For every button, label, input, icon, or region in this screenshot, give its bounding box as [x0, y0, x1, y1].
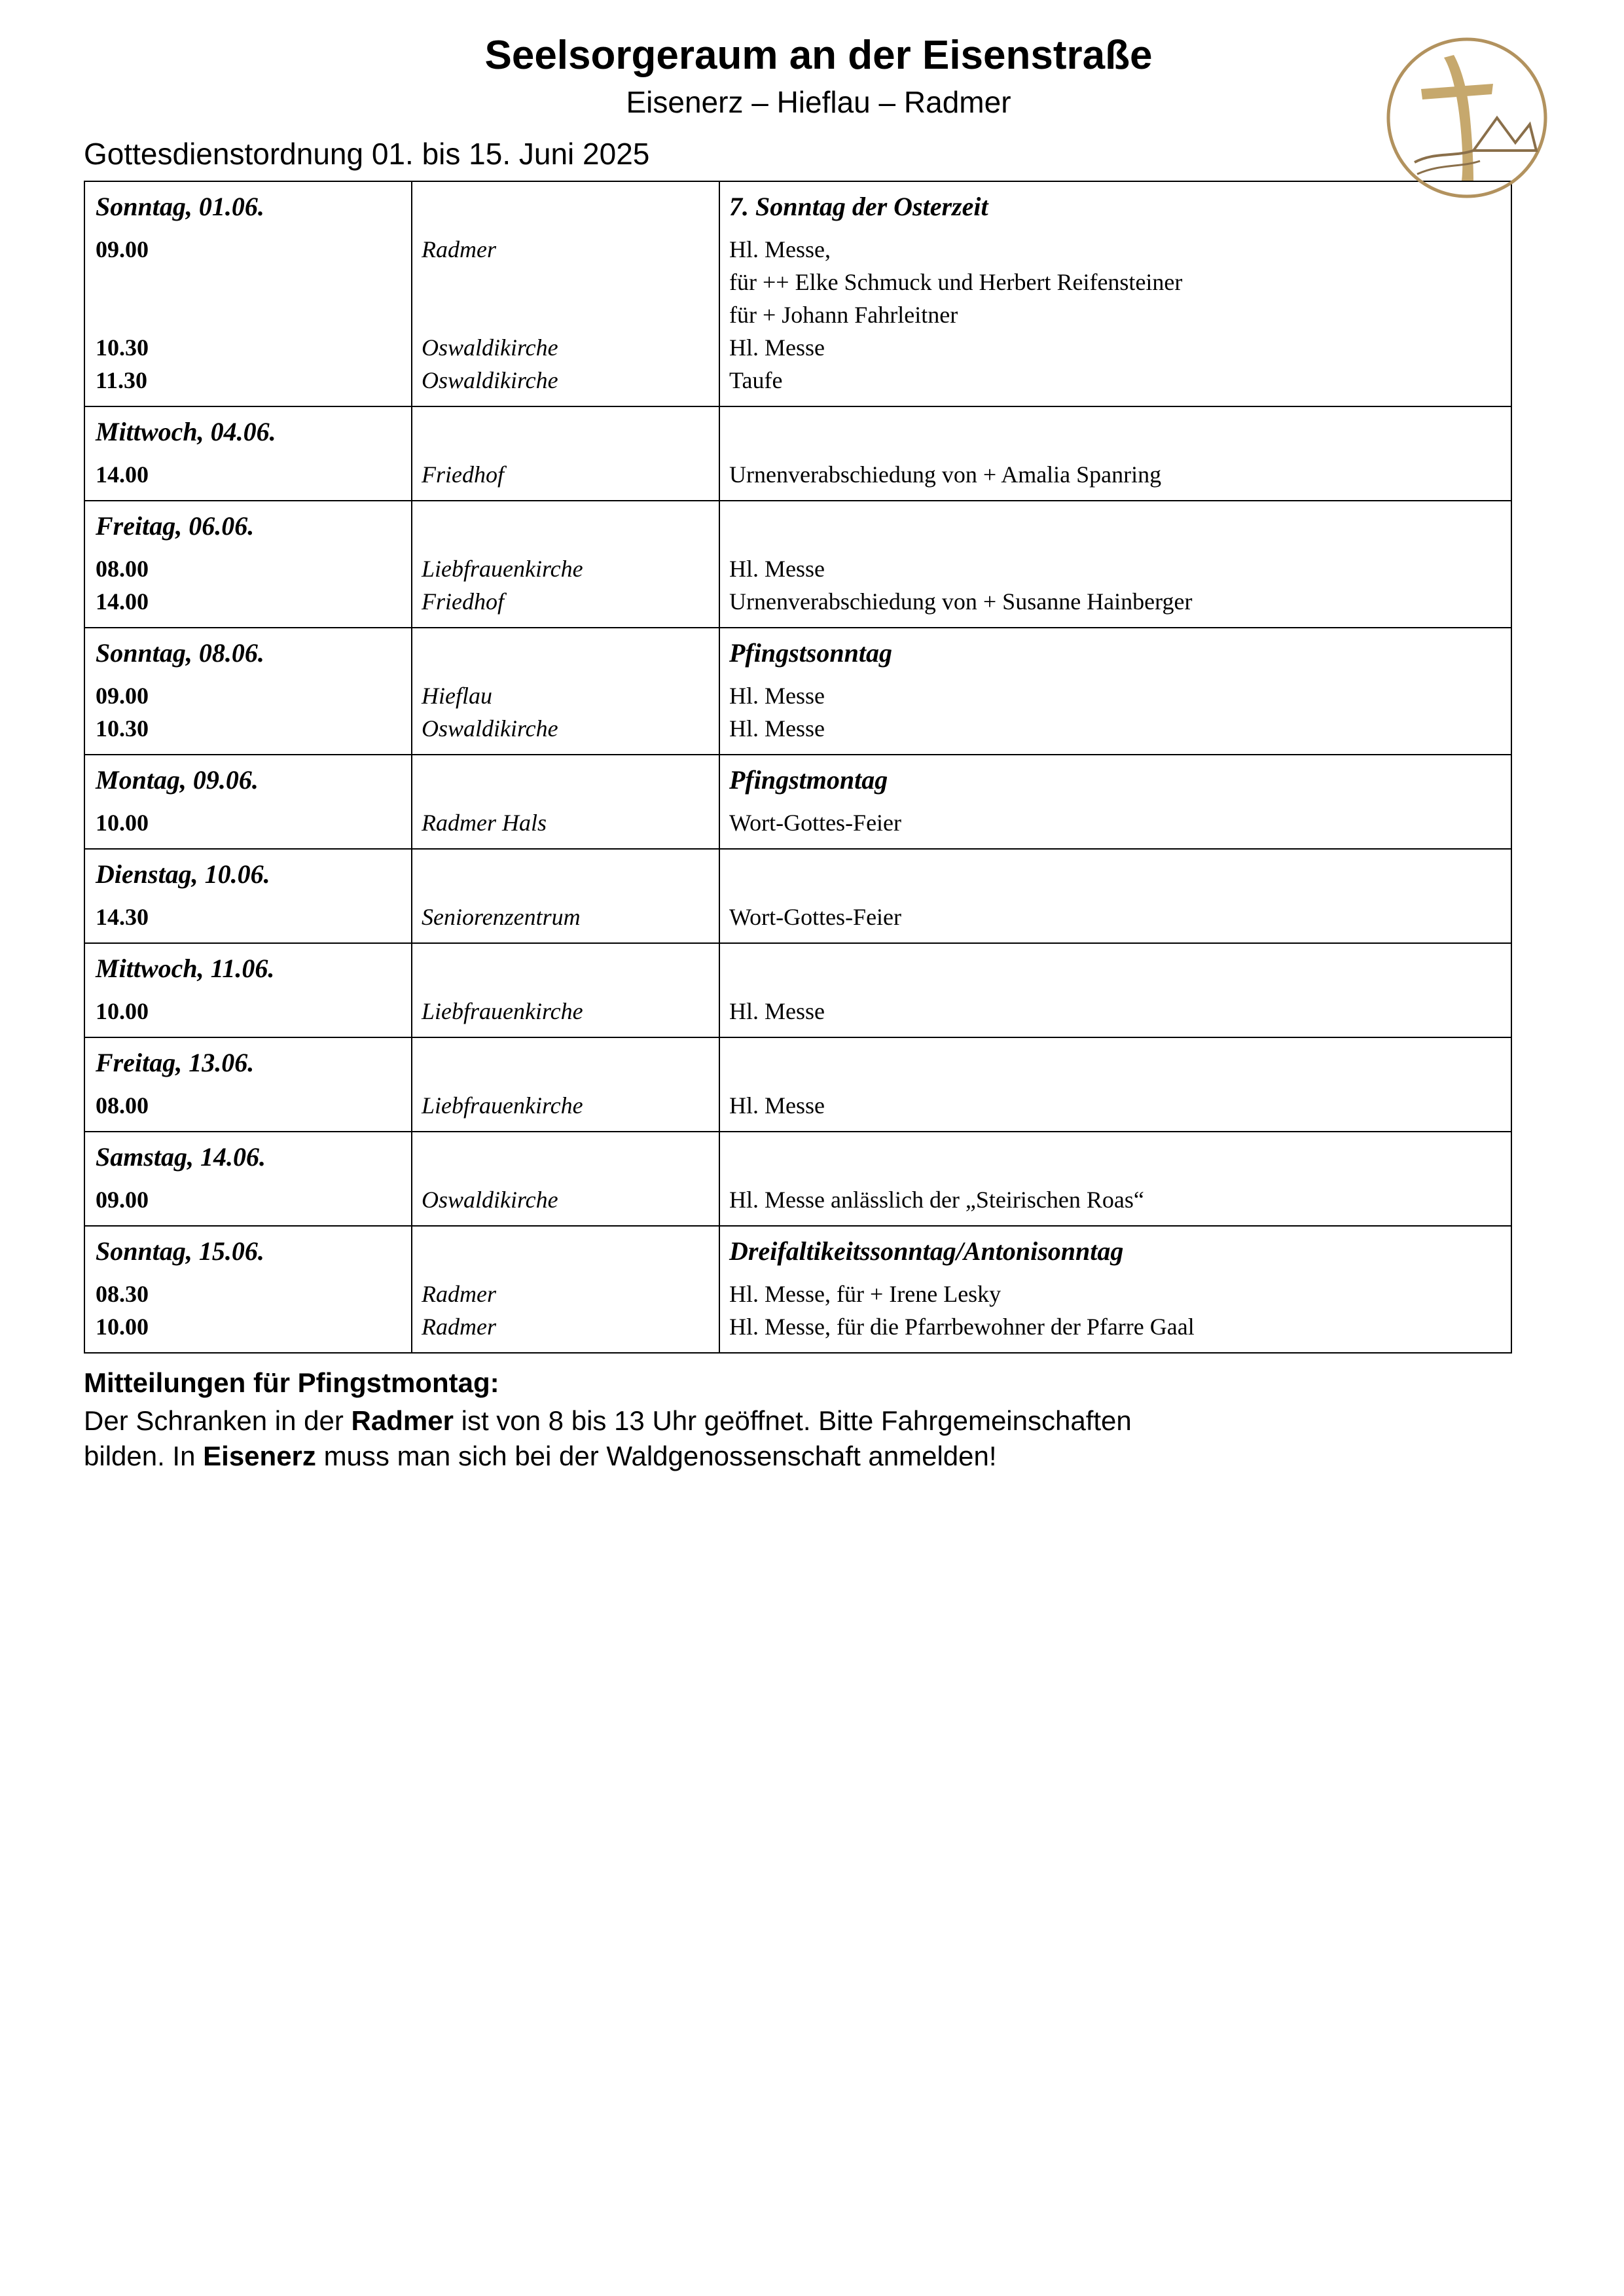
place-cell — [412, 849, 719, 943]
place-list — [412, 1083, 719, 1131]
description-cell — [719, 1132, 1511, 1226]
place-cell — [412, 628, 719, 755]
description-cell — [719, 943, 1511, 1037]
entry-time: 09.00 — [96, 236, 149, 263]
description-cell — [719, 1037, 1511, 1132]
entry-description: Hl. Messe, für + Irene Lesky — [729, 1281, 1001, 1308]
description-cell — [719, 501, 1511, 628]
time-list — [85, 894, 411, 942]
description-cell — [719, 406, 1511, 501]
entry-time: 10.00 — [96, 810, 149, 836]
entry-description: Hl. Messe — [729, 998, 825, 1025]
description-list — [720, 894, 1511, 942]
entry-description: Hl. Messe — [729, 556, 825, 583]
place-cell — [412, 1037, 719, 1132]
description-list — [720, 1271, 1511, 1352]
table-row — [84, 406, 1511, 501]
entry-time: 08.30 — [96, 1281, 149, 1308]
time-list — [85, 1271, 411, 1352]
notes-body — [84, 1403, 1511, 1475]
entry-place: Hieflau — [422, 683, 492, 709]
table-row — [84, 849, 1511, 943]
occasion-heading — [720, 850, 1511, 894]
time-cell — [84, 1226, 412, 1353]
occasion-heading: Dreifaltikeitssonntag/Antonisonntag — [729, 1236, 1124, 1266]
time-cell — [84, 1037, 412, 1132]
description-cell — [719, 849, 1511, 943]
place-list — [412, 988, 719, 1037]
entry-place: Friedhof — [422, 461, 504, 488]
place-column-spacer — [412, 944, 719, 988]
time-list — [85, 452, 411, 500]
place-cell — [412, 181, 719, 406]
notes-line1-bold: Radmer — [351, 1405, 454, 1436]
entry-place: Oswaldikirche — [422, 1187, 558, 1213]
place-cell — [412, 406, 719, 501]
table-row — [84, 1226, 1511, 1353]
day-heading: Freitag, 13.06. — [96, 1048, 255, 1078]
occasion-heading — [720, 501, 1511, 546]
entry-description: Hl. Messe, — [729, 236, 831, 263]
place-list — [412, 894, 719, 942]
entry-time: 10.00 — [96, 998, 149, 1025]
entry-place: Radmer Hals — [422, 810, 547, 836]
day-heading: Dienstag, 10.06. — [96, 859, 270, 889]
document-header — [72, 33, 1565, 119]
time-cell — [84, 943, 412, 1037]
entry-place: Radmer — [422, 236, 496, 263]
entry-description: Hl. Messe — [729, 1092, 825, 1119]
entry-place: Oswaldikirche — [422, 334, 558, 361]
page-title: Seelsorgeraum an der Eisenstraße — [484, 33, 1153, 78]
place-list — [412, 1271, 719, 1352]
time-cell — [84, 501, 412, 628]
place-cell — [412, 1132, 719, 1226]
occasion-heading: 7. Sonntag der Osterzeit — [729, 192, 988, 222]
notes-line1-c: ist von 8 bis 13 Uhr geöffnet. Bitte Fahrgemeinschaften — [453, 1405, 1132, 1436]
time-cell — [84, 849, 412, 943]
spacer — [422, 298, 719, 331]
notes-title: Mitteilungen für Pfingstmontag: — [84, 1367, 499, 1399]
entry-place: Radmer — [422, 1314, 496, 1340]
entry-description: Wort-Gottes-Feier — [729, 810, 902, 836]
table-row — [84, 628, 1511, 755]
table-row — [84, 501, 1511, 628]
entry-description: Hl. Messe — [729, 334, 825, 361]
time-cell — [84, 181, 412, 406]
time-list — [85, 1177, 411, 1225]
notes-line2-bold: Eisenerz — [203, 1441, 316, 1472]
entry-place: Liebfrauenkirche — [422, 556, 583, 583]
cross-mountain-logo — [1375, 26, 1559, 209]
entry-time: 14.00 — [96, 461, 149, 488]
spacer — [422, 266, 719, 298]
notes-section — [84, 1365, 1511, 1475]
time-list — [85, 226, 411, 406]
entry-time: 10.30 — [96, 334, 149, 361]
entry-description: Urnenverabschiedung von + Susanne Hainberger — [729, 588, 1193, 615]
description-list — [720, 546, 1511, 627]
place-list — [412, 800, 719, 848]
place-cell — [412, 943, 719, 1037]
description-cell — [719, 628, 1511, 755]
day-heading: Montag, 09.06. — [96, 765, 259, 795]
entry-time: 09.00 — [96, 1187, 149, 1213]
place-column-spacer — [412, 628, 719, 673]
time-list — [85, 673, 411, 754]
description-cell — [719, 181, 1511, 406]
entry-place: Friedhof — [422, 588, 504, 615]
description-cell — [719, 1226, 1511, 1353]
table-row — [84, 1037, 1511, 1132]
occasion-heading — [720, 944, 1511, 988]
day-heading: Sonntag, 15.06. — [96, 1236, 264, 1266]
day-heading: Mittwoch, 04.06. — [96, 417, 276, 447]
time-cell — [84, 406, 412, 501]
entry-time: 08.00 — [96, 1092, 149, 1119]
entry-time: 14.30 — [96, 904, 149, 931]
page-subtitle: Eisenerz – Hieflau – Radmer — [626, 85, 1011, 120]
table-row — [84, 943, 1511, 1037]
spacer — [96, 298, 411, 331]
entry-place: Radmer — [422, 1281, 496, 1308]
description-list — [720, 673, 1511, 754]
notes-line2-c: muss man sich bei der Waldgenossenschaft anmelden! — [316, 1441, 997, 1472]
notes-line1-a: Der Schranken in der — [84, 1405, 352, 1436]
place-column-spacer — [412, 1038, 719, 1083]
time-cell — [84, 1132, 412, 1226]
place-column-spacer — [412, 501, 719, 546]
entry-place: Liebfrauenkirche — [422, 1092, 583, 1119]
place-cell — [412, 501, 719, 628]
place-list — [412, 1177, 719, 1225]
place-cell — [412, 755, 719, 849]
schedule-table — [84, 181, 1512, 1354]
day-heading: Sonntag, 08.06. — [96, 638, 264, 668]
place-column-spacer — [412, 850, 719, 894]
entry-place: Oswaldikirche — [422, 715, 558, 742]
occasion-heading: Pfingstsonntag — [729, 638, 892, 668]
time-cell — [84, 628, 412, 755]
place-column-spacer — [412, 407, 719, 452]
occasion-heading — [720, 407, 1511, 452]
entry-description: Hl. Messe — [729, 715, 825, 742]
place-cell — [412, 1226, 719, 1353]
place-list — [412, 226, 719, 406]
schedule-body — [84, 181, 1511, 1353]
table-row — [84, 755, 1511, 849]
entry-time: 10.00 — [96, 1314, 149, 1340]
entry-time: 14.00 — [96, 588, 149, 615]
entry-description: für ++ Elke Schmuck und Herbert Reifensteiner — [729, 269, 1183, 296]
place-column-spacer — [412, 182, 719, 226]
notes-line2-a: bilden. In — [84, 1441, 204, 1472]
entry-description: Wort-Gottes-Feier — [729, 904, 902, 931]
occasion-heading — [720, 1132, 1511, 1177]
entry-description: Taufe — [729, 367, 783, 394]
occasion-heading — [720, 1038, 1511, 1083]
place-list — [412, 673, 719, 754]
entry-time: 10.30 — [96, 715, 149, 742]
occasion-heading: Pfingstmontag — [729, 765, 888, 795]
day-heading: Sonntag, 01.06. — [96, 192, 264, 222]
description-list — [720, 800, 1511, 848]
place-list — [412, 452, 719, 500]
description-cell — [719, 755, 1511, 849]
entry-description: Urnenverabschiedung von + Amalia Spanring — [729, 461, 1162, 488]
day-heading: Samstag, 14.06. — [96, 1142, 266, 1172]
entry-place: Seniorenzentrum — [422, 904, 581, 931]
entry-time: 08.00 — [96, 556, 149, 583]
time-cell — [84, 755, 412, 849]
description-list — [720, 1083, 1511, 1131]
description-list — [720, 226, 1511, 406]
entry-time: 09.00 — [96, 683, 149, 709]
table-row — [84, 181, 1511, 406]
time-list — [85, 546, 411, 627]
entry-description: Hl. Messe anlässlich der „Steirischen Roas“ — [729, 1187, 1144, 1213]
schedule-period: Gottesdienstordnung 01. bis 15. Juni 2025 — [84, 137, 650, 171]
entry-description: für + Johann Fahrleitner — [729, 302, 958, 329]
entry-place: Oswaldikirche — [422, 367, 558, 394]
entry-time: 11.30 — [96, 367, 148, 394]
entry-description: Hl. Messe — [729, 683, 825, 709]
entry-place: Liebfrauenkirche — [422, 998, 583, 1025]
place-column-spacer — [412, 755, 719, 800]
place-column-spacer — [412, 1132, 719, 1177]
spacer — [96, 266, 411, 298]
place-column-spacer — [412, 1227, 719, 1271]
place-list — [412, 546, 719, 627]
time-list — [85, 800, 411, 848]
time-list — [85, 1083, 411, 1131]
day-heading: Freitag, 06.06. — [96, 511, 255, 541]
description-list — [720, 452, 1511, 500]
description-list — [720, 1177, 1511, 1225]
entry-description: Hl. Messe, für die Pfarrbewohner der Pfarre Gaal — [729, 1314, 1195, 1340]
description-list — [720, 988, 1511, 1037]
table-row — [84, 1132, 1511, 1226]
day-heading: Mittwoch, 11.06. — [96, 954, 275, 984]
time-list — [85, 988, 411, 1037]
